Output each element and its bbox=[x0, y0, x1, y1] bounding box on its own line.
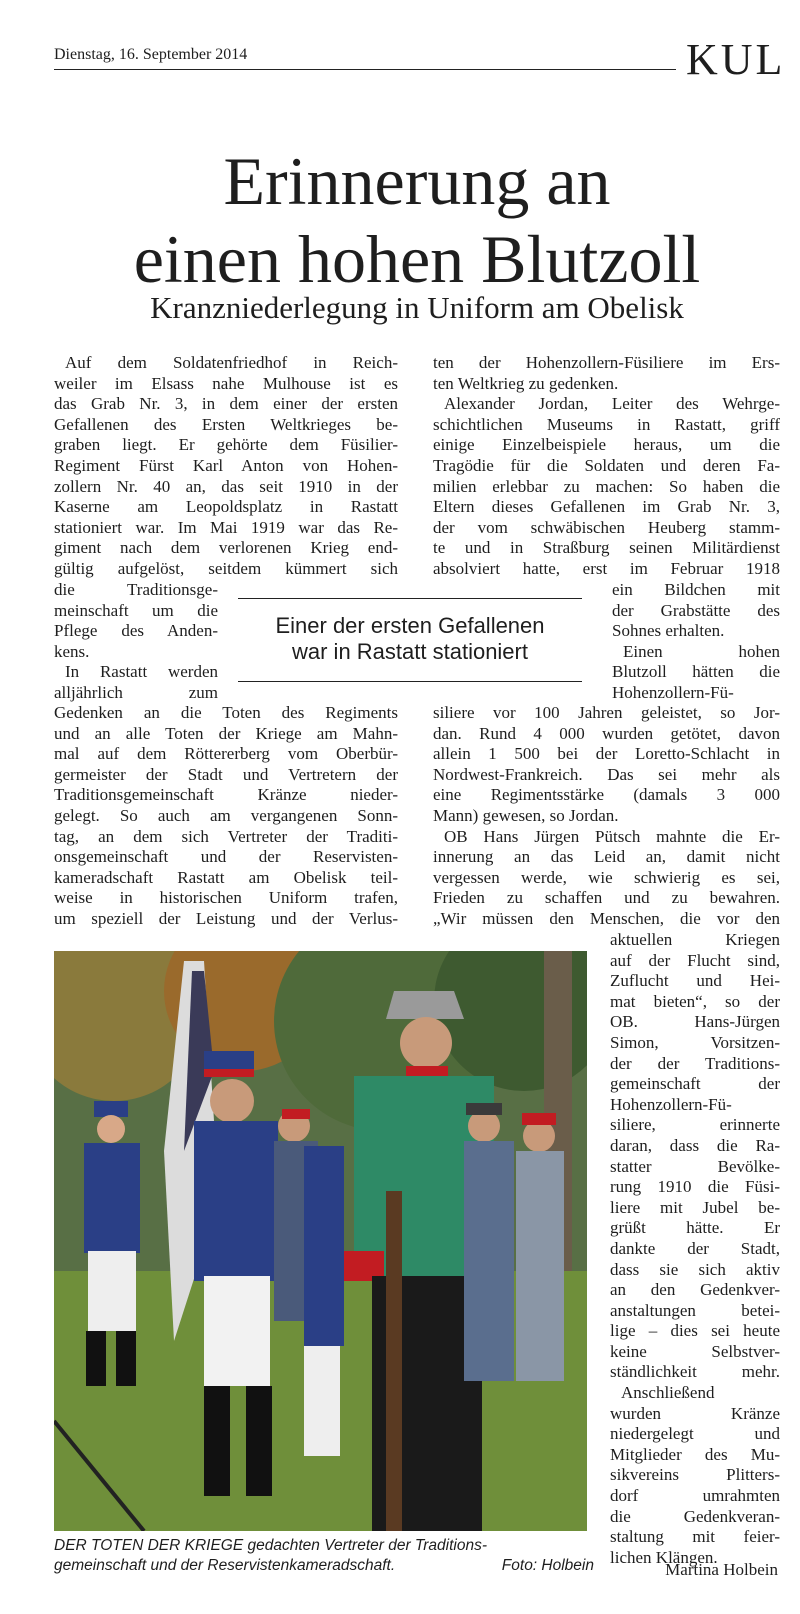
col2-side bbox=[610, 930, 780, 1568]
col1-top bbox=[54, 353, 398, 580]
text-line: Zuflucht und Hei- bbox=[610, 971, 780, 991]
text-line: tag, an dem sich Vertreter der Traditi- bbox=[54, 826, 398, 846]
pull-quote bbox=[238, 598, 582, 682]
text-line: wurden Kränze bbox=[610, 1403, 780, 1423]
text-line: graben liegt. Er gehörte dem Füsilier- bbox=[54, 435, 398, 455]
text-line: lichen Klängen. bbox=[610, 1547, 718, 1567]
text-line: ständlichkeit mehr. bbox=[610, 1362, 780, 1382]
text-line: ten der Hohenzollern-Füsiliere im Ers- bbox=[433, 353, 780, 372]
header-rule bbox=[54, 69, 676, 70]
text-line: Hohenzollern-Fü- bbox=[612, 682, 734, 702]
text-line: OB Hans Jürgen Pütsch mahnte die Er- bbox=[444, 826, 780, 846]
text-line: daran, dass die Ra- bbox=[610, 1135, 780, 1155]
text-line: vergessen werde, wie schwierig es sei, bbox=[433, 867, 780, 887]
text-line: keine Selbstver- bbox=[610, 1341, 780, 1361]
text-line: stationiert war. Im Mai 1919 war das Re- bbox=[54, 517, 398, 537]
text-line: onsgemeinschaft und der Reservisten- bbox=[54, 847, 398, 867]
pull-quote-line: Einer der ersten Gefallenen bbox=[275, 613, 545, 638]
caption-text: gemeinschaft und der Reservistenkameradschaft. bbox=[54, 1557, 396, 1574]
text-line: te und in Straßburg seinen Militärdienst bbox=[433, 538, 780, 558]
text-line: die Traditionsge- bbox=[54, 580, 218, 599]
text-line: Regiment Fürst Karl Anton von Hohen- bbox=[54, 455, 398, 475]
text-line: Hohenzollern-Fü- bbox=[610, 1094, 732, 1114]
pull-quote-line: war in Rastatt stationiert bbox=[292, 639, 528, 664]
text-line: Frieden zu schaffen und zu bewahren. bbox=[433, 888, 780, 908]
headline-line: Erinnerung an bbox=[223, 143, 611, 219]
col1-bottom bbox=[54, 703, 398, 930]
text-line: an den Gedenkver- bbox=[610, 1280, 780, 1300]
caption-line bbox=[54, 1556, 594, 1576]
photo-credit: Foto: Holbein bbox=[501, 1557, 594, 1574]
author-byline: Martina Holbein bbox=[665, 1560, 778, 1579]
text-line: kens. bbox=[54, 641, 90, 661]
text-line: „Wir müssen den Menschen, die vor den bbox=[433, 908, 780, 928]
text-line: OB. Hans-Jürgen bbox=[610, 1012, 780, 1032]
text-line: Pflege des Anden- bbox=[54, 621, 218, 641]
text-line: zollern Nr. 40 an, das seit 1910 in der bbox=[54, 476, 398, 496]
text-line: gemeinschaft der bbox=[610, 1074, 780, 1094]
text-line: einige Einzelbeispiele heraus, um die bbox=[433, 435, 780, 455]
text-line: Mann) gewesen, so Jordan. bbox=[433, 805, 619, 825]
text-line: Alexander Jordan, Leiter des Wehrge- bbox=[444, 394, 780, 414]
text-line: Auf dem Soldatenfriedhof in Reich- bbox=[65, 353, 398, 372]
col1-narrow bbox=[54, 580, 218, 704]
subheadline: Kranzniederlegung in Uniform am Obelisk bbox=[150, 290, 684, 325]
text-line: Mitglieder des Mu- bbox=[610, 1444, 780, 1464]
text-line: aktuellen Kriegen bbox=[610, 930, 780, 949]
dateline: Dienstag, 16. September 2014 bbox=[54, 46, 248, 63]
text-line: Nordwest-Frankreich. Das sei mehr als bbox=[433, 764, 780, 784]
text-line: weise in historischen Uniform trafen, bbox=[54, 888, 398, 908]
text-line: innerung an das Leid an, damit nicht bbox=[433, 847, 780, 867]
caption-text: gedachten Vertreter der Traditions- bbox=[243, 1537, 488, 1554]
text-line: absolviert hatte, erst im Februar 1918 bbox=[433, 558, 780, 578]
text-line: Tragödie für die Soldaten und deren Fa- bbox=[433, 455, 780, 475]
text-line: milien erlebbar zu machen: So haben die bbox=[433, 476, 780, 496]
text-line: die Gedenkveran- bbox=[610, 1506, 780, 1526]
text-line: mal auf dem Röttererberg vom Oberbür- bbox=[54, 744, 398, 764]
text-line: statter Bevölke- bbox=[610, 1156, 780, 1176]
text-line: und an alle Toten der Kriege am Mahn- bbox=[54, 723, 398, 743]
photo-caption bbox=[54, 1536, 594, 1576]
headline bbox=[54, 142, 780, 298]
text-line: Sohnes erhalten. bbox=[612, 621, 725, 641]
text-line: Eltern dieses Gefallenen im Grab Nr. 3, bbox=[433, 497, 780, 517]
text-line: In Rastatt werden bbox=[65, 662, 218, 682]
text-line: grüßt hätte. Er bbox=[610, 1218, 780, 1238]
text-line: liere mit Jubel be- bbox=[610, 1197, 780, 1217]
text-line: alljährlich zum bbox=[54, 682, 218, 702]
text-line: ten Weltkrieg zu gedenken. bbox=[433, 373, 619, 393]
text-line: meinschaft um die bbox=[54, 600, 218, 620]
col2-narrow bbox=[612, 580, 780, 704]
text-line: sikvereins Plitters- bbox=[610, 1465, 780, 1485]
text-line: lige – dies sei heute bbox=[610, 1321, 780, 1341]
text-line: auf der Flucht sind, bbox=[610, 950, 780, 970]
text-line: gültig aufgelöst, seitdem kümmert sich bbox=[54, 558, 398, 578]
col2-bottom bbox=[433, 703, 780, 930]
text-line: das Grab Nr. 3, in dem einer der ersten bbox=[54, 394, 398, 414]
text-line: ein Bildchen mit bbox=[612, 580, 780, 599]
text-line: dankte der Stadt, bbox=[610, 1238, 780, 1258]
caption-line bbox=[54, 1536, 594, 1556]
text-line: schichtlichen Museums in Rastatt, griff bbox=[433, 414, 780, 434]
text-line: Simon, Vorsitzen- bbox=[610, 1032, 780, 1052]
text-line: niedergelegt und bbox=[610, 1424, 780, 1444]
text-line: Anschließend bbox=[621, 1383, 715, 1403]
text-line: dan. Rund 4 000 wurden getötet, davon bbox=[433, 723, 780, 743]
text-line: gelegt. So auch am vergangenen Sonn- bbox=[54, 805, 398, 825]
text-line: staltung mit feier- bbox=[610, 1527, 780, 1547]
text-line: Einen hohen bbox=[623, 641, 780, 661]
text-line: Kaserne am Leopoldsplatz in Rastatt bbox=[54, 497, 398, 517]
text-line: dass sie sich aktiv bbox=[610, 1259, 780, 1279]
headline-line: einen hohen Blutzoll bbox=[133, 221, 701, 297]
text-line: der der Traditions- bbox=[610, 1053, 780, 1073]
text-line: allein 1 500 bei der Loretto-Schlacht in bbox=[433, 744, 780, 764]
text-line: der vom schwäbischen Heuberg stamm- bbox=[433, 517, 780, 537]
col2-top bbox=[433, 353, 780, 580]
text-line: kameradschaft Rastatt am Obelisk teil- bbox=[54, 867, 398, 887]
article-photo bbox=[54, 951, 587, 1531]
text-line: anstaltungen betei- bbox=[610, 1300, 780, 1320]
text-line: dorf umrahmten bbox=[610, 1486, 780, 1506]
text-line: siliere vor 100 Jahren geleistet, so Jor- bbox=[433, 703, 780, 722]
text-line: eine Regimentsstärke (damals 3 000 bbox=[433, 785, 780, 805]
text-line: Blutzoll hätten die bbox=[612, 662, 780, 682]
text-line: Gedenken an die Toten des Regiments bbox=[54, 703, 398, 722]
text-line: giment nach dem verlorenen Krieg end- bbox=[54, 538, 398, 558]
text-line: Traditionsgemeinschaft Kränze nieder- bbox=[54, 785, 398, 805]
text-line: rung 1910 die Füsi- bbox=[610, 1177, 780, 1197]
text-line: um speziell der Leistung und der Verlus- bbox=[54, 908, 398, 928]
text-line: mat bieten“, so der bbox=[610, 991, 780, 1011]
text-line: weiler im Elsass nahe Mulhouse ist es bbox=[54, 373, 398, 393]
text-line: der Grabstätte des bbox=[612, 600, 780, 620]
text-line: Gefallenen des Ersten Weltkrieges be- bbox=[54, 414, 398, 434]
text-line: siliere, erinnerte bbox=[610, 1115, 780, 1135]
text-line: germeister der Stadt und Vertretern der bbox=[54, 764, 398, 784]
section-title: KUL bbox=[686, 35, 786, 84]
caption-lead: DER TOTEN DER KRIEGE bbox=[54, 1537, 244, 1554]
